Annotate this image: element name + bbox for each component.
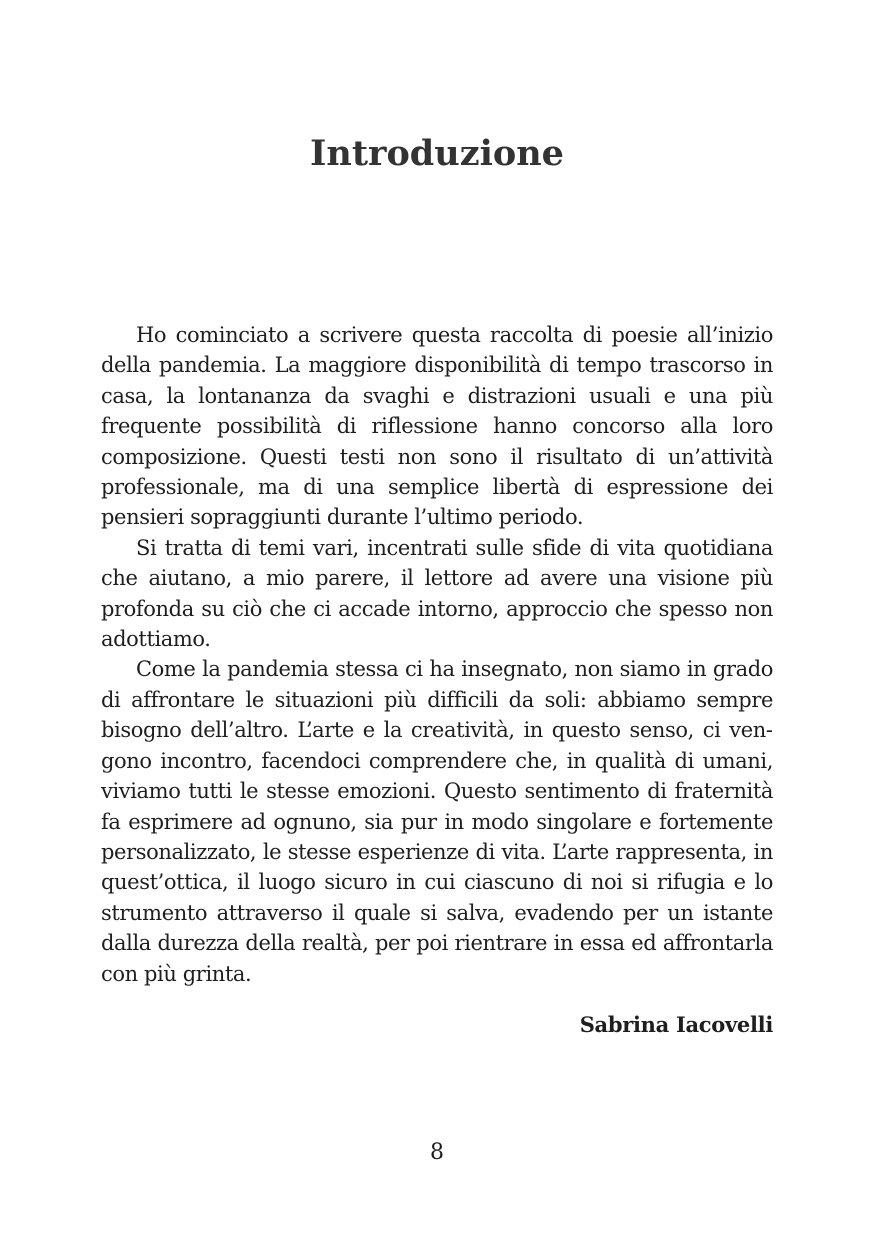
page-title: Introduzione xyxy=(310,133,564,174)
paragraph-1: Ho cominciato a scrivere questa raccolta di poesie all’inizio della pandemia. La maggiore disponibilità di tempo trascorso in casa, la lontananza da svaghi e distrazioni usuali e una più frequente possibilità di riflessione hanno concorso alla loro composizione. Questi testi non sono il risultato di un’attività professionale, ma di una semplice libertà di espressione dei pensieri sopraggiunti durante l’ultimo periodo. xyxy=(101,323,773,530)
paragraph-3: Come la pandemia stessa ci ha insegnato, non siamo in grado di affrontare le situazioni più difficili da soli: abbiamo sempre bisogno dell’altro. L’arte e la creatività, in questo senso, ci vengono incontro, facendoci comprendere che, in qualità di umani, viviamo tutti le stesse emozioni. Questo sentimento di fraternità fa esprimere ad ognuno, sia pur in modo singolare e fortemente personalizzato, le stesse esperienze di vita. L’arte rappresenta, in quest’ottica, il luogo sicuro in cui ciascuno di noi si rifugia e lo strumento attraverso il quale si salva, evadendo per un istante dalla durezza della realtà, per poi rientrare in essa ed affrontarla con più grinta. xyxy=(101,657,773,986)
paragraph-2: Si tratta di temi vari, incentrati sulle sfide di vita quotidiana che aiutano, a mio parere, il lettore ad avere una visione più profonda su ciò che ci accade intorno, approccio che spesso non adottiamo. xyxy=(101,535,773,652)
author-signature: Sabrina Iacovelli xyxy=(579,1012,773,1037)
page-number: 8 xyxy=(430,1140,444,1165)
body-text xyxy=(101,320,773,989)
